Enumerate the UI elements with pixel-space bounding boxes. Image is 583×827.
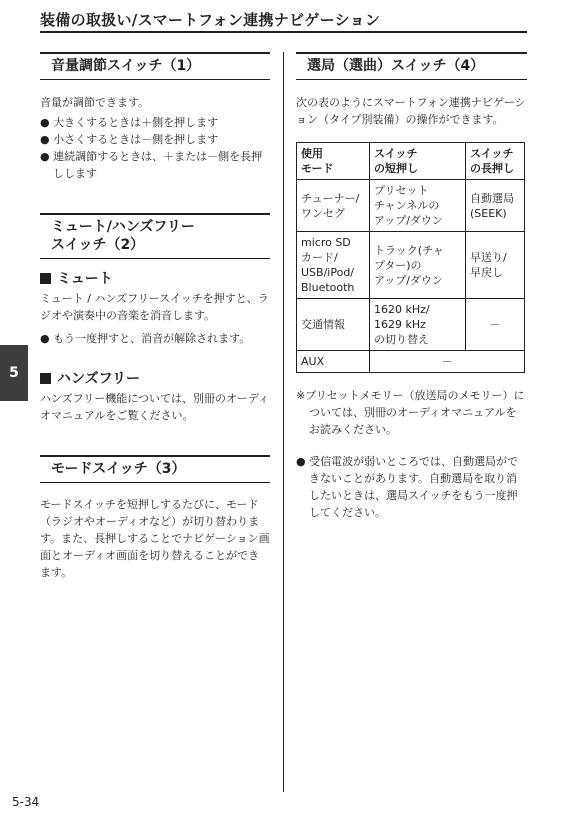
table-row <box>297 351 525 373</box>
mute-handsfree-heading <box>40 213 270 259</box>
table-header-cell: 使用 モード <box>297 143 370 180</box>
volume-bullet-1: ● 大きくするときは＋側を押します <box>40 116 219 129</box>
volume-bullet-list <box>40 114 270 182</box>
mode-switch-heading: モードスイッチ（3） <box>40 455 270 483</box>
seek-bullet: ● 受信電波が弱いところでは、自動選局ができないことがあります。自動選局を取り消したいときは、選局スイッチをもう一度押してください。 <box>296 455 518 519</box>
left-column <box>40 52 270 581</box>
square-bullet-icon <box>40 373 51 384</box>
table-cell: 1620 kHz/ 1629 kHz の切り替え <box>370 299 466 351</box>
seek-switch-heading: 選局（選曲）スイッチ（4） <box>296 52 527 80</box>
table-row <box>297 180 525 232</box>
table-row <box>297 232 525 299</box>
title-rule <box>40 31 527 33</box>
table-cell: 交通情報 <box>297 299 370 351</box>
preset-memory-note: ※プリセットメモリー（放送局のメモリー）については、別冊のオーディオマニュアルをお読みください。 <box>296 389 525 436</box>
mute-text: ミュート / ハンズフリースイッチを押すと、ラジオや演奏中の音楽を消音します。 <box>40 292 269 322</box>
table-cell: トラック(チャ プター)の アップ/ダウン <box>370 232 466 299</box>
table-header-cell: スイッチ の長押し <box>466 143 525 180</box>
table-header-cell: スイッチ の短押し <box>370 143 466 180</box>
table-cell: － <box>466 299 525 351</box>
volume-bullet-2: ● 小さくするときは－側を押します <box>40 133 219 146</box>
volume-bullet-3: ● 連続調節するときは、＋または－側を長押しします <box>40 150 263 180</box>
table-row <box>297 299 525 351</box>
table-cell: AUX <box>297 351 370 373</box>
table-cell: チューナー/ ワンセグ <box>297 180 370 232</box>
mute-subheading <box>40 270 270 288</box>
table-cell: － <box>370 351 525 373</box>
handsfree-subheading <box>40 370 270 388</box>
mute-heading-line2: スイッチ（2） <box>51 237 145 253</box>
table-cell: 自動選局 (SEEK) <box>466 180 525 232</box>
table-header-row <box>297 143 525 180</box>
square-bullet-icon <box>40 273 51 284</box>
table-cell: 早送り/ 早戻し <box>466 232 525 299</box>
mute-bullet: ● もう一度押すと、消音が解除されます。 <box>40 332 251 345</box>
mute-subheading-text: ミュート <box>57 271 113 287</box>
page-title: 装備の取扱い/スマートフォン連携ナビゲーション <box>40 11 381 29</box>
mode-text: モードスイッチを短押しするたびに、モード（ラジオやオーディオなど）が切り替わります。また、長押しすることでナビゲーション画面とオーディオ画面を切り替えることができます。 <box>40 498 270 579</box>
switch-operation-table <box>296 142 525 373</box>
handsfree-subheading-text: ハンズフリー <box>57 371 141 387</box>
table-cell: プリセット チャンネルの アップ/ダウン <box>370 180 466 232</box>
chapter-tab: 5 <box>0 345 28 401</box>
seek-intro: 次の表のようにスマートフォン連携ナビゲーション（タイプ別装備）の操作ができます。 <box>296 96 526 126</box>
mute-bullet-list <box>40 330 270 347</box>
volume-intro: 音量が調節できます。 <box>40 96 150 109</box>
page-number: 5-34 <box>12 795 40 809</box>
table-cell: micro SD カード/ USB/iPod/ Bluetooth <box>297 232 370 299</box>
right-column <box>296 52 527 521</box>
column-divider <box>283 52 284 792</box>
mute-heading-line1: ミュート/ハンズフリー <box>51 219 195 235</box>
volume-switch-heading: 音量調節スイッチ（1） <box>40 52 270 80</box>
handsfree-text: ハンズフリー機能については、別冊のオーディオマニュアルをご覧ください。 <box>40 392 270 422</box>
